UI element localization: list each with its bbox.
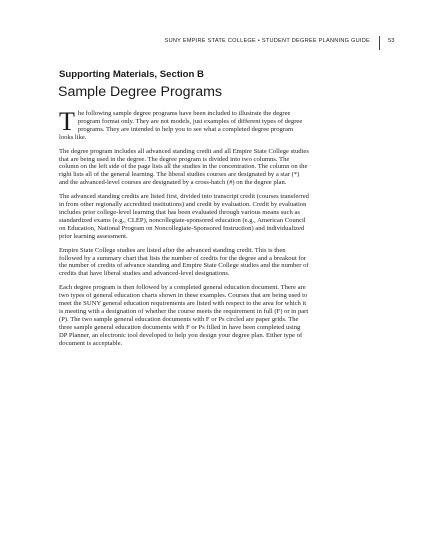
- header-divider: [379, 36, 380, 50]
- paragraph: Empire State College studies are listed after the advanced standing credit. This is then followed by a summary chart that lists the number of credits for the degree and a breakout for the number of credits of advance standing and Empire State College studies and the number of credits that have liberal studies and advanced-level designations.: [59, 246, 309, 278]
- paragraph: Each degree program is then followed by a completed general education document. There are two types of general education charts shown in these examples. Courses that are being used to meet the SUNY general education requirements are listed with respect to the area for which it is meeting with a designation of whether the course meets the requirement in full (F) or in part (P). The two sample general education documents with F or Ps circled are paper grids. The three sample general education documents with F or Ps filled in have been completed using DP Planner, an electronic tool developed to help you design your degree plan. Either type of document is acceptable.: [59, 284, 309, 347]
- paragraph: The advanced standing credits are listed first, divided into transcript credit (courses transferred in from other regionally accredited institutions) and credit by evaluation. Credit by evaluation includes prior college-level learning that has been evaluated through various means such as standardized exams (e.g., CLEP), noncollegiate-sponsored education (e.g., American Council on Education, National Program on Noncollegiate-Sponsored Instruction) and individualized prior learning assessment.: [59, 193, 309, 240]
- running-title: SUNY EMPIRE STATE COLLEGE • STUDENT DEGREE PLANNING GUIDE: [164, 38, 370, 44]
- running-header: [0, 38, 428, 50]
- paragraph: The degree program includes all advanced standing credit and all Empire State College studies that are being used in the degree. The degree program is divided into two columns. The column on the left side of the page lists all the studies in the concentration. The column on the right lists all of the general learning. The liberal studies courses are designated by a star (*) and the advanced-level courses are designated by a cross-hatch (#) on the degree plan.: [59, 147, 309, 187]
- section-label: Supporting Materials, Section B: [59, 69, 204, 80]
- page-number: 53: [388, 38, 395, 44]
- page-title: Sample Degree Programs: [58, 84, 223, 100]
- intro-paragraph: [59, 107, 309, 142]
- body-text: [59, 107, 309, 353]
- drop-cap: T: [59, 107, 75, 136]
- intro-text: he following sample degree programs have been included to illustrate the degree program format only. They are not models, just examples of different types of degree programs. They are intended to help you to see what a completed degree program looks like.: [59, 110, 303, 141]
